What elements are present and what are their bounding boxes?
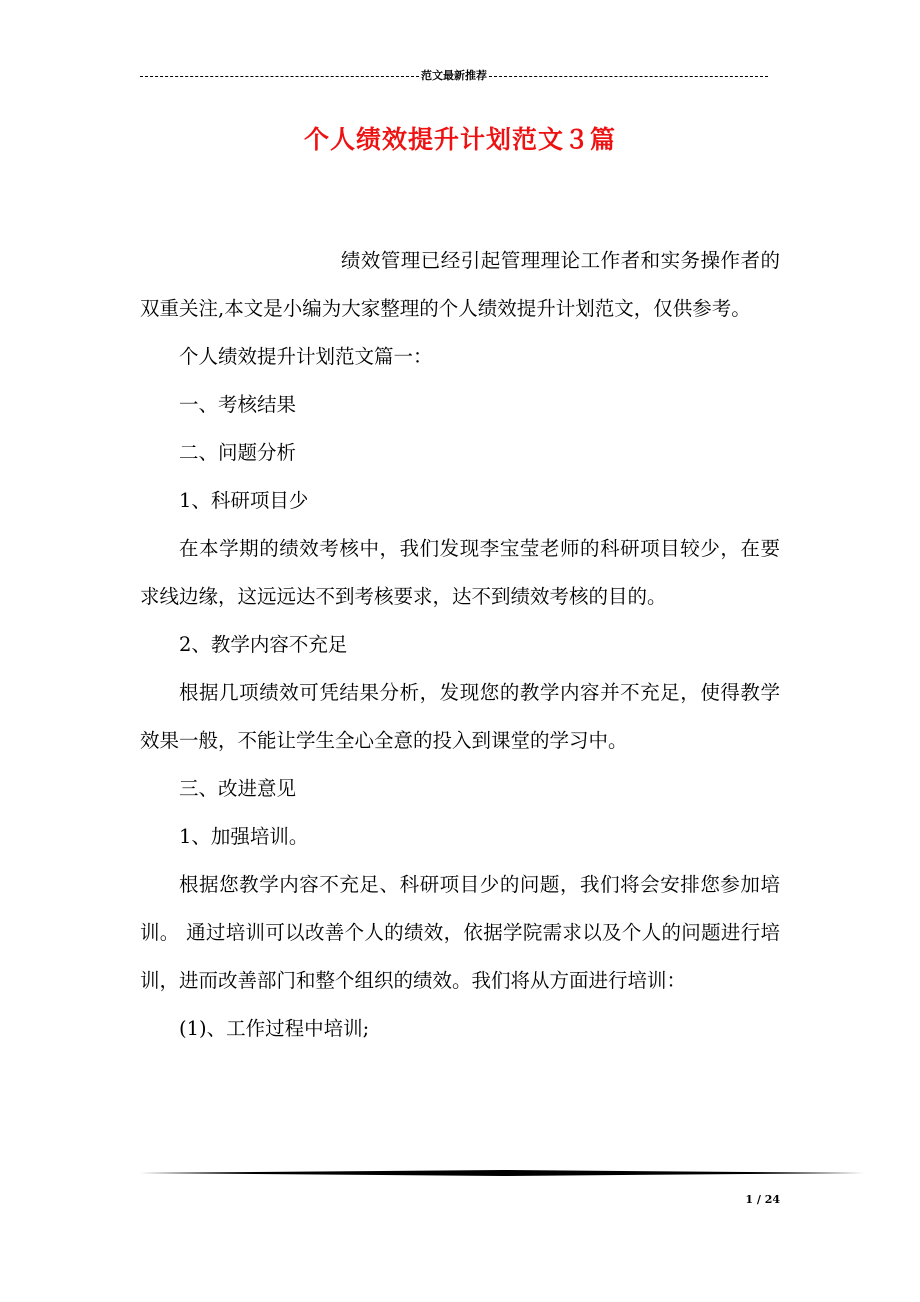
paragraph-heading-1: 一、考核结果	[179, 393, 297, 416]
paragraph-list-item: (1)、工作过程中培训;	[179, 1017, 370, 1040]
header-banner	[140, 68, 768, 84]
header-label: 范文最新推荐	[421, 69, 487, 82]
paragraph-subheading-1: 1、科研项目少	[179, 489, 309, 512]
page-number: 1 / 24	[745, 1193, 780, 1206]
paragraph-body-3: 根据您教学内容不充足、科研项目少的问题，我们将会安排您参加培训。 通过培训可以改善个人的绩效，依据学院需求以及个人的问题进行培训，进而改善部门和整个组织的绩效。我们将从方面进行培训：	[140, 873, 780, 992]
paragraph-heading-2: 二、问题分析	[179, 441, 297, 464]
document-title: 个人绩效提升计划范文３篇	[303, 125, 616, 154]
document-body	[140, 237, 780, 1053]
paragraph-subheading-2: 2、教学内容不充足	[179, 633, 348, 656]
paragraph-heading-3: 三、改进意见	[179, 777, 297, 800]
header-dash-right	[489, 76, 768, 77]
paragraph-section-heading: 个人绩效提升计划范文篇一：	[179, 345, 433, 368]
paragraph-intro: 绩效管理已经引起管理理论工作者和实务操作者的双重关注,本文是小编为大家整理的个人绩效提升计划范文，仅供参考。	[140, 249, 780, 320]
paragraph-subheading-3: 1、加强培训。	[179, 825, 309, 848]
paragraph-body-1: 在本学期的绩效考核中，我们发现李宝莹老师的科研项目较少，在要求线边缘，这远远达不到考核要求，达不到绩效考核的目的。	[140, 537, 780, 608]
paragraph-body-2: 根据几项绩效可凭结果分析，发现您的教学内容并不充足，使得教学效果一般，不能让学生全心全意的投入到课堂的学习中。	[140, 681, 780, 752]
header-dash-left	[140, 76, 419, 77]
footer-rule	[140, 1170, 864, 1176]
